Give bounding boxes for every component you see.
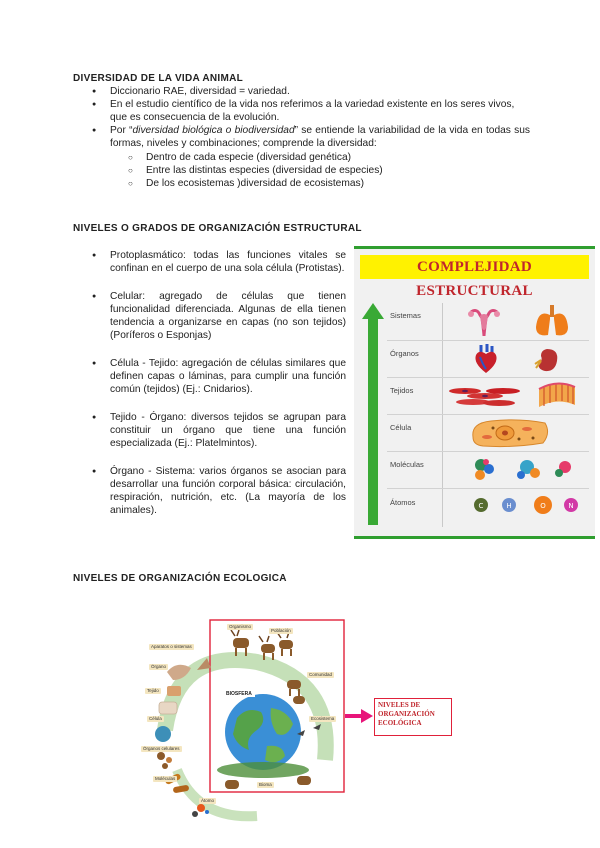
level-label-atomos: Átomos bbox=[390, 498, 416, 507]
section-title-diversidad: DIVERSIDAD DE LA VIDA ANIMAL bbox=[73, 73, 244, 84]
up-arrow-icon bbox=[362, 303, 384, 525]
eco-label-comunidad: Comunidad bbox=[309, 672, 333, 677]
diversidad-bullet-list bbox=[90, 85, 530, 190]
muscle-tissue-icon bbox=[449, 383, 521, 409]
eco-label-poblacion: Población bbox=[271, 628, 291, 633]
niveles-estructural-list bbox=[90, 249, 346, 532]
list-item: ● Tejido - Órgano: diversos tejidos se agrupan para constituir un órgano que tiene una función especializada (Ej.: Platelmintos). bbox=[90, 411, 346, 450]
niveles-ecologica-callout bbox=[374, 698, 452, 736]
section-title-niveles-ecologica: NIVELES DE ORGANIZACIÓN ECOLOGICA bbox=[73, 573, 287, 584]
list-item: ● Órgano - Sistema: varios órganos se asocian para desarrollar una función corporal básica: circulación, respiración, nutrición, etc. (La mayoría de los animales). bbox=[90, 465, 346, 517]
svg-text:H: H bbox=[506, 502, 512, 510]
level-label-sistemas: Sistemas bbox=[390, 311, 421, 320]
complejidad-estructural-figure bbox=[354, 246, 595, 539]
epithelial-tissue-icon bbox=[535, 379, 579, 411]
biodiversidad-pre: Por “ bbox=[110, 125, 133, 136]
biodiversidad-term: diversidad biológica o biodiversidad bbox=[132, 125, 295, 136]
heart-icon bbox=[473, 343, 499, 375]
eco-label-tejido: Tejido bbox=[147, 688, 159, 693]
eco-label-celula: Célula bbox=[149, 716, 162, 721]
atoms-icon bbox=[469, 493, 583, 517]
eco-label-atomo: Átomo bbox=[201, 798, 215, 803]
level-label-organos: Órganos bbox=[390, 349, 419, 358]
list-item: ● Protoplasmático: todas las funciones vitales se confinan en el cuerpo de una sola célula (Protistas). bbox=[90, 249, 346, 275]
list-item: ● Diccionario RAE, diversidad = variedad. bbox=[90, 85, 530, 98]
niveles-ecologica-figure bbox=[137, 610, 346, 836]
list-item bbox=[90, 124, 530, 190]
eco-label-organo: Órgano bbox=[151, 664, 167, 669]
list-item: ○ De los ecosistemas )diversidad de ecosistemas) bbox=[110, 177, 530, 190]
svg-text:C: C bbox=[478, 502, 484, 510]
eco-label-organismo: Organismo bbox=[229, 624, 252, 629]
complejidad-title: COMPLEJIDAD ESTRUCTURAL bbox=[360, 255, 589, 279]
list-item: ● En el estudio científico de la vida nos referimos a la variedad existente en los seres vivos, que es consecuencia de la evolución. bbox=[90, 98, 530, 124]
biodiversidad-post: ” se entiende la variabilidad de la vida en todas sus formas, niveles y combinaciones; comprende la diversidad: bbox=[110, 125, 530, 149]
eco-label-moleculas: Moléculas bbox=[155, 776, 176, 781]
eco-label-biosfera: BIOSFERA bbox=[223, 691, 255, 697]
list-item: ○ Dentro de cada especie (diversidad genética) bbox=[110, 151, 530, 164]
eco-label-ecosistema: Ecosistema bbox=[311, 716, 335, 721]
callout-text: NIVELES DE ORGANIZACIÓN ECOLÓGICA bbox=[378, 701, 435, 727]
svg-text:O: O bbox=[540, 502, 546, 510]
callout-arrow-icon bbox=[345, 709, 373, 723]
eco-label-organos-celulares: Órganos celulares bbox=[143, 746, 180, 751]
level-label-celula: Célula bbox=[390, 423, 412, 432]
level-label-moleculas: Moléculas bbox=[390, 460, 424, 469]
kidney-icon bbox=[533, 346, 561, 374]
level-label-tejidos: Tejidos bbox=[390, 386, 414, 395]
svg-text:N: N bbox=[568, 502, 574, 510]
eco-label-bioma: Bioma bbox=[259, 782, 272, 787]
list-item: ● Célula - Tejido: agregación de células similares que definen capas o láminas, para cumplir una función común (tejidos) (Ej.: Cnidarios). bbox=[90, 357, 346, 396]
molecules-icon bbox=[469, 453, 579, 487]
eco-label-aparatos: Aparatos o sistemas bbox=[151, 644, 192, 649]
diversidad-sublist bbox=[110, 151, 530, 190]
section-title-niveles-estructural: NIVELES O GRADOS DE ORGANIZACIÓN ESTRUCTURAL bbox=[73, 223, 362, 234]
cell-icon bbox=[469, 417, 551, 449]
reproductive-system-icon bbox=[467, 306, 501, 338]
lungs-icon bbox=[533, 305, 571, 339]
list-item: ● Celular: agregado de células que tienen funcionalidad diferenciada. Algunas de ella tienen tendencia a organizarse en capas (no son tejidos) (Poríferos o Esponjas) bbox=[90, 290, 346, 342]
list-item: ○ Entre las distintas especies (diversidad de especies) bbox=[110, 164, 530, 177]
